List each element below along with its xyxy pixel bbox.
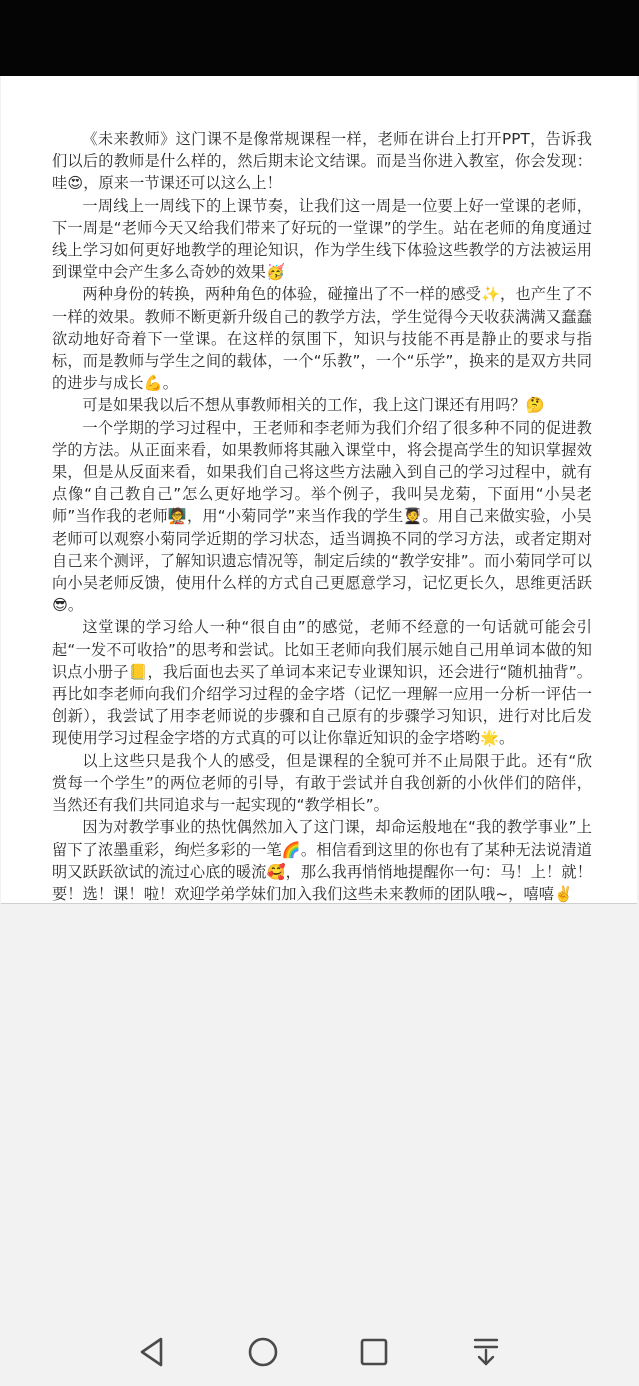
recents-square-icon [359, 1337, 389, 1367]
status-bar [0, 0, 639, 76]
paragraph-4: 可是如果我以后不想从事教师相关的工作，我上这门课还有用吗？🤔 [82, 396, 545, 415]
home-circle-icon [247, 1336, 279, 1368]
paragraph-3: 两种身份的转换，两种角色的体验，碰撞出了不一样的感受✨，也产生了不一样的效果。教师不断更新升级自己的教学方法，学生觉得今天收获满满又蠢蠢欲动地好奇着下一堂课。在这样的氛围下，知识与技能不再是静止的要求与指标，而是教师与学生之间的载体，一个“乐教”，一个“乐学”，换来的是双方共同的进步与成长💪。 [52, 285, 592, 393]
paragraph-6: 这堂课的学习给人一种“很自由”的感觉，老师不经意的一句话就可能会引起“一发不可收拾”的思考和尝试。比如王老师向我们展示她自己用单词本做的知识点小册子📒，我后面也去买了单词本来记专业课知识，还会进行“随机抽背”。再比如李老师向我们介绍学习过程的金字塔（记忆一理解一应用一分析一评估一创新），我尝试了用李老师说的步骤和自己原有的步骤学习知识，进行对比后发现使用学习过程金字塔的方式真的可以让你靠近知识的金字塔哟🌟。 [52, 618, 592, 748]
paragraph-7: 以上这些只是我个人的感受，但是课程的全貌可并不止局限于此。还有“欣赏每一个学生”的两位老师的引导，有敢于尝试并自我创新的小伙伴们的陪伴，当然还有我们共同追求与一起实现的“教学相长”。 [52, 751, 592, 815]
home-button[interactable] [243, 1332, 283, 1372]
system-navigation-bar [0, 1318, 639, 1386]
paragraph-1: 《未来教师》这门课不是像常规课程一样，老师在讲台上打开PPT，告诉我们以后的教师是什么样的，然后期末论文结课。而是当你进入教室，你会发现：哇😍，原来一节课还可以这么上！ [52, 130, 592, 193]
back-button[interactable] [132, 1332, 172, 1372]
recents-button[interactable] [354, 1332, 394, 1372]
paragraph-2: 一周线上一周线下的上课节奏，让我们这一周是一位要上好一堂课的老师，下一周是“老师今天又给我们带来了好玩的一堂课”的学生。站在老师的角度通过线上学习如何更好地教学的理论知识，作为学生线下体验这些教学的方法被运用到课堂中会产生多么奇妙的效果🥳 [52, 196, 592, 282]
paragraph-8: 因为对教学事业的热忱偶然加入了这门课，却命运般地在“我的教学事业”上留下了浓墨重彩，绚烂多彩的一笔🌈。相信看到这里的你也有了某种无法说清道明又跃跃欲试的流过心底的暖流🥰，那么我再悄悄地提醒你一句：马！上！就！要！选！课！啦！欢迎学弟学妹们加入我们这些未来教师的团队哦~，嘻嘻✌️ [52, 818, 592, 903]
article-body [52, 128, 592, 905]
notification-button[interactable] [466, 1332, 506, 1372]
back-triangle-icon [137, 1336, 167, 1368]
paragraph-5: 一个学期的学习过程中，王老师和李老师为我们介绍了很多种不同的促进教学的方法。从正面来看，如果教师将其融入课堂中，将会提高学生的知识掌握效果，但是从反面来看，如果我们自己将这些方法融入到自己的学习过程中，就有点像“自己教自己”怎么更好地学习。举个例子，我叫吴龙菊，下面用“小吴老师”当作我的老师🧑‍🏫，用“小菊同学”来当作我的学生🧑‍🎓。用自己来做实验，小吴老师可以观察小菊同学近期的学习状态，适当调换不同的学习方法，或者定期对自己来个测评，了解知识遗忘情况等，制定后续的“教学安排”。而小菊同学可以向小吴老师反馈，使用什么样的方式自己更愿意学习，记忆更长久，思维更活跃😎。 [52, 418, 592, 615]
notification-pull-down-icon [471, 1336, 501, 1368]
